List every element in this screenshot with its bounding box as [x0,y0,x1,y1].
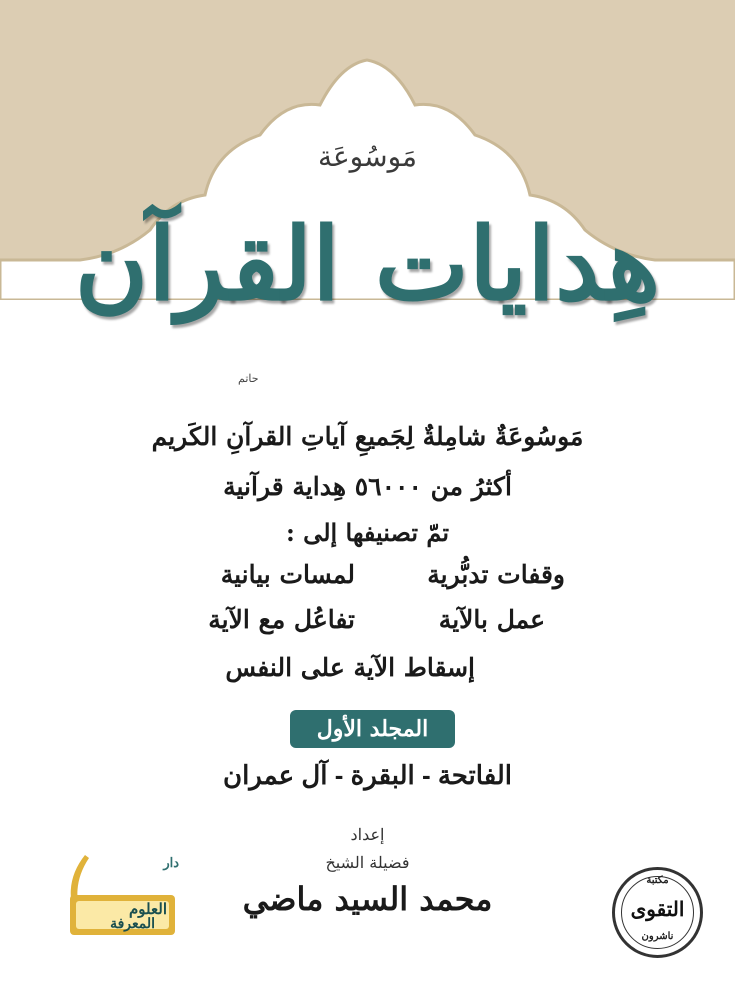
description-line-2: أكثرُ من ٥٦٠٠٠ هِداية قرآنية [223,472,512,501]
publisher-right-top: مكتبة [646,875,669,886]
publisher-logo-right [610,865,705,960]
feature-item: تفاعُل مع الآية [208,605,355,634]
feature-item: إسقاط الآية على النفس [225,653,475,682]
publisher-left-line2: المعرفة [110,916,155,932]
main-title: هِدايات القرآن [74,205,661,323]
classification-intro: تمّ تصنيفها إلى : [285,518,450,547]
publisher-left-line1: العلوم [129,900,167,918]
surahs-list: الفاتحة - البقرة - آل عمران [222,760,513,790]
author-honorific: فضيلة الشيخ [325,853,410,872]
calligrapher-signature: حاتم [238,372,259,385]
feature-item: عمل بالآية [438,605,545,634]
publisher-logo-left [55,850,185,950]
feature-item: وقفات تدبُّرية [427,560,565,589]
publisher-right-bottom: ناشرون [641,931,674,942]
feature-item: لمسات بيانية [220,560,355,589]
author-name: محمد السيد ماضي [242,880,493,918]
series-label: مَوسُوعَة [317,140,418,173]
volume-badge: المجلد الأول [290,710,455,748]
publisher-right-name: التقوى [630,897,685,921]
description-line-1: مَوسُوعَةٌ شامِلةٌ لِجَميعِ آياتِ القرآنِ الكَريم [151,422,584,451]
publisher-left-prefix: دار [163,856,179,871]
prepared-by-label: إعداد [350,825,385,844]
